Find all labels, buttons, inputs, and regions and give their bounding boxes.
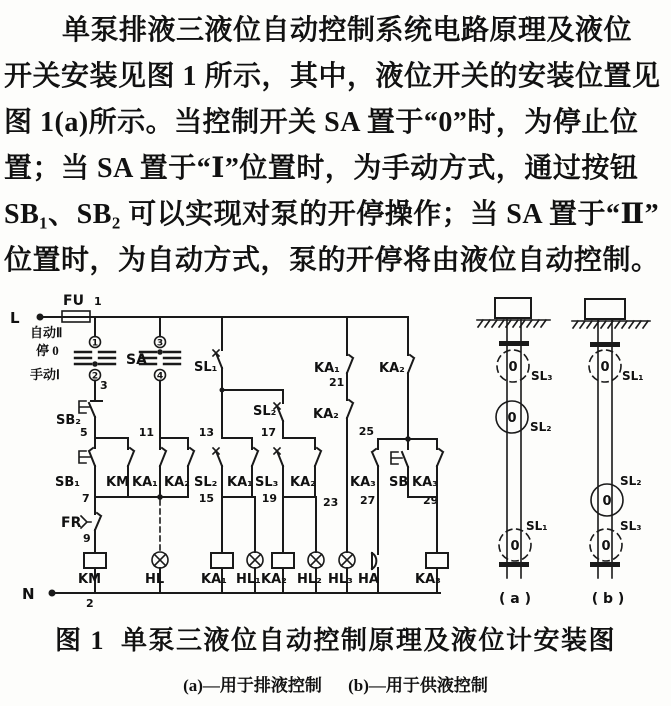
ka1-seal-label: KA₁: [227, 475, 253, 490]
wire-number-21: 21: [329, 376, 345, 389]
circuit-diagram: [0, 285, 671, 615]
km-coil-symbol: [84, 553, 106, 568]
sl3-position-label: SL₃: [620, 519, 642, 533]
float-ball: 0: [507, 411, 517, 426]
fr-label: FR: [61, 515, 82, 531]
float-ball: 0: [602, 494, 612, 509]
sa-position-auto: 自动Ⅱ: [30, 325, 63, 340]
sl1-position-label: SL₁: [526, 519, 548, 533]
pipe-flange: [590, 342, 620, 347]
wire-number-17: 17: [260, 426, 276, 439]
pipe-flange: [499, 341, 529, 346]
paragraph-line: 图 1(a)所示。当控制开关 SA 置于“0”时，为停止位: [4, 107, 639, 138]
paragraph-line: SB₁、SB₂ 可以实现对泵的开停操作；当 SA 置于“Ⅱ”: [4, 199, 660, 230]
ka2-coil-label: KA₂: [261, 572, 287, 587]
wire-number-5: 5: [80, 426, 88, 439]
ka2-seal-label: KA₂: [290, 475, 316, 490]
ka2-23-label: KA₂: [313, 407, 339, 422]
sa-contact-2: 2: [91, 371, 99, 382]
sl3-contact-label: SL₃: [255, 475, 279, 490]
hl1-lamp-label: HL₁: [236, 572, 261, 587]
fuse-label: FU: [63, 293, 84, 309]
wire-number-1: 1: [94, 295, 102, 308]
ka1-contact-label: KA₁: [132, 475, 158, 490]
sensor-pipe: [507, 318, 521, 562]
branch-alarm: [350, 317, 448, 593]
branch-run-indicator: [132, 426, 194, 593]
sl2-contact-label: SL₂: [194, 475, 218, 490]
sb-test-label: SB: [389, 475, 409, 490]
sa-contact-3: 3: [156, 338, 164, 349]
paragraph-line: 单泵排液三液位自动控制系统电路原理及液位: [62, 15, 633, 46]
sl1-position-label: SL₁: [622, 369, 644, 383]
figure-title: 单泵三液位自动控制原理及液位计安装图: [121, 626, 617, 655]
sl2-position-label: SL₂: [530, 420, 552, 434]
sa-position-stop: 停 0: [36, 343, 59, 358]
supply-bus-l: [10, 293, 408, 327]
hl2-lamp-label: HL₂: [297, 572, 322, 587]
sa-label: SA: [126, 352, 147, 368]
pipe-flange: [499, 562, 529, 567]
level-sensor-a: [477, 298, 553, 607]
hl-lamp-label: HL: [145, 572, 165, 587]
sa-cam-dot: [92, 361, 98, 367]
ka3-29-label: KA₃: [412, 475, 438, 490]
float-ball: 0: [508, 360, 518, 375]
mount-hatch: [573, 321, 648, 328]
ka2-contact-label: KA₂: [164, 475, 190, 490]
sa-cam-dot: [157, 349, 163, 355]
branch-motor-control: [55, 398, 188, 593]
figure-number: 图 1: [54, 626, 105, 655]
wire-number-15: 15: [198, 492, 214, 505]
sb1-label: SB₁: [55, 475, 80, 490]
wire-number-13: 13: [198, 426, 214, 439]
km-contact-label: KM: [106, 475, 130, 490]
ka2-alarm-label: KA₂: [379, 361, 405, 376]
subcaption-b: (b)—用于供液控制: [348, 676, 488, 695]
sensor-head: [495, 298, 531, 318]
ka3-coil-symbol: [426, 553, 448, 568]
wire-number-27: 27: [360, 494, 376, 507]
sl3-position-label: SL₃: [531, 369, 553, 383]
sl2-upper-label: SL₂: [253, 404, 277, 419]
ka3-coil-label: KA₃: [415, 572, 441, 587]
terminal-n-label: N: [22, 585, 35, 603]
pipe-flange: [590, 562, 620, 567]
wire-number-2: 2: [86, 597, 94, 610]
ka1-coil-label: KA₁: [201, 572, 227, 587]
ka2-coil-symbol: [272, 553, 294, 568]
sa-position-manual: 手动Ⅰ: [30, 367, 60, 382]
mount-hatch: [478, 320, 546, 327]
wire-number-29: 29: [423, 494, 439, 507]
ha-bell-label: HA: [358, 572, 379, 587]
terminal-l-label: L: [10, 309, 20, 327]
level-sensor-b: [572, 299, 650, 607]
subcaption-a: (a)—用于排液控制: [183, 676, 322, 695]
figure-subcaption: [0, 671, 671, 696]
sensor-pipe: [598, 319, 612, 562]
sl1-contact-label: SL₁: [194, 360, 218, 375]
float-ball: 0: [510, 539, 520, 554]
wire-number-19: 19: [261, 492, 277, 505]
wire-number-3: 3: [100, 379, 108, 392]
km-coil-label: KM: [78, 572, 102, 587]
wire-number-11: 11: [138, 426, 154, 439]
hl3-lamp-label: HL₃: [328, 572, 353, 587]
sensor-head: [585, 299, 625, 319]
selector-switch-sa: [30, 317, 180, 438]
wire-number-7: 7: [82, 492, 90, 505]
float-ball: 0: [601, 539, 611, 554]
ka1-coil-symbol: [211, 553, 233, 568]
sa-contact-1: 1: [91, 338, 99, 349]
wire-number-9: 9: [83, 532, 91, 545]
body-paragraph: [4, 8, 669, 284]
sa-contact-4: 4: [156, 371, 164, 382]
paragraph-line: 位置时，为自动方式，泵的开停将由液位自动控制。: [4, 245, 660, 276]
float-ball: 0: [600, 360, 610, 375]
ka3-27-label: KA₃: [350, 475, 376, 490]
paragraph-line: 置；当 SA 置于“Ⅰ”位置时，为手动方式，通过按钮: [4, 153, 639, 184]
sensor-a-caption: ( a ): [499, 591, 531, 607]
ka1-21-label: KA₁: [314, 361, 340, 376]
sb2-label: SB₂: [56, 413, 81, 428]
figure-caption: [0, 620, 671, 657]
wire-number-23: 23: [323, 496, 339, 509]
paragraph-line: 开关安装见图 1 所示，其中，液位开关的安装位置见: [4, 61, 661, 92]
branch-ka1-relay: [194, 317, 283, 593]
wire-number-25: 25: [358, 425, 374, 438]
sl2-position-label: SL₂: [620, 474, 642, 488]
sensor-b-caption: ( b ): [591, 591, 625, 607]
